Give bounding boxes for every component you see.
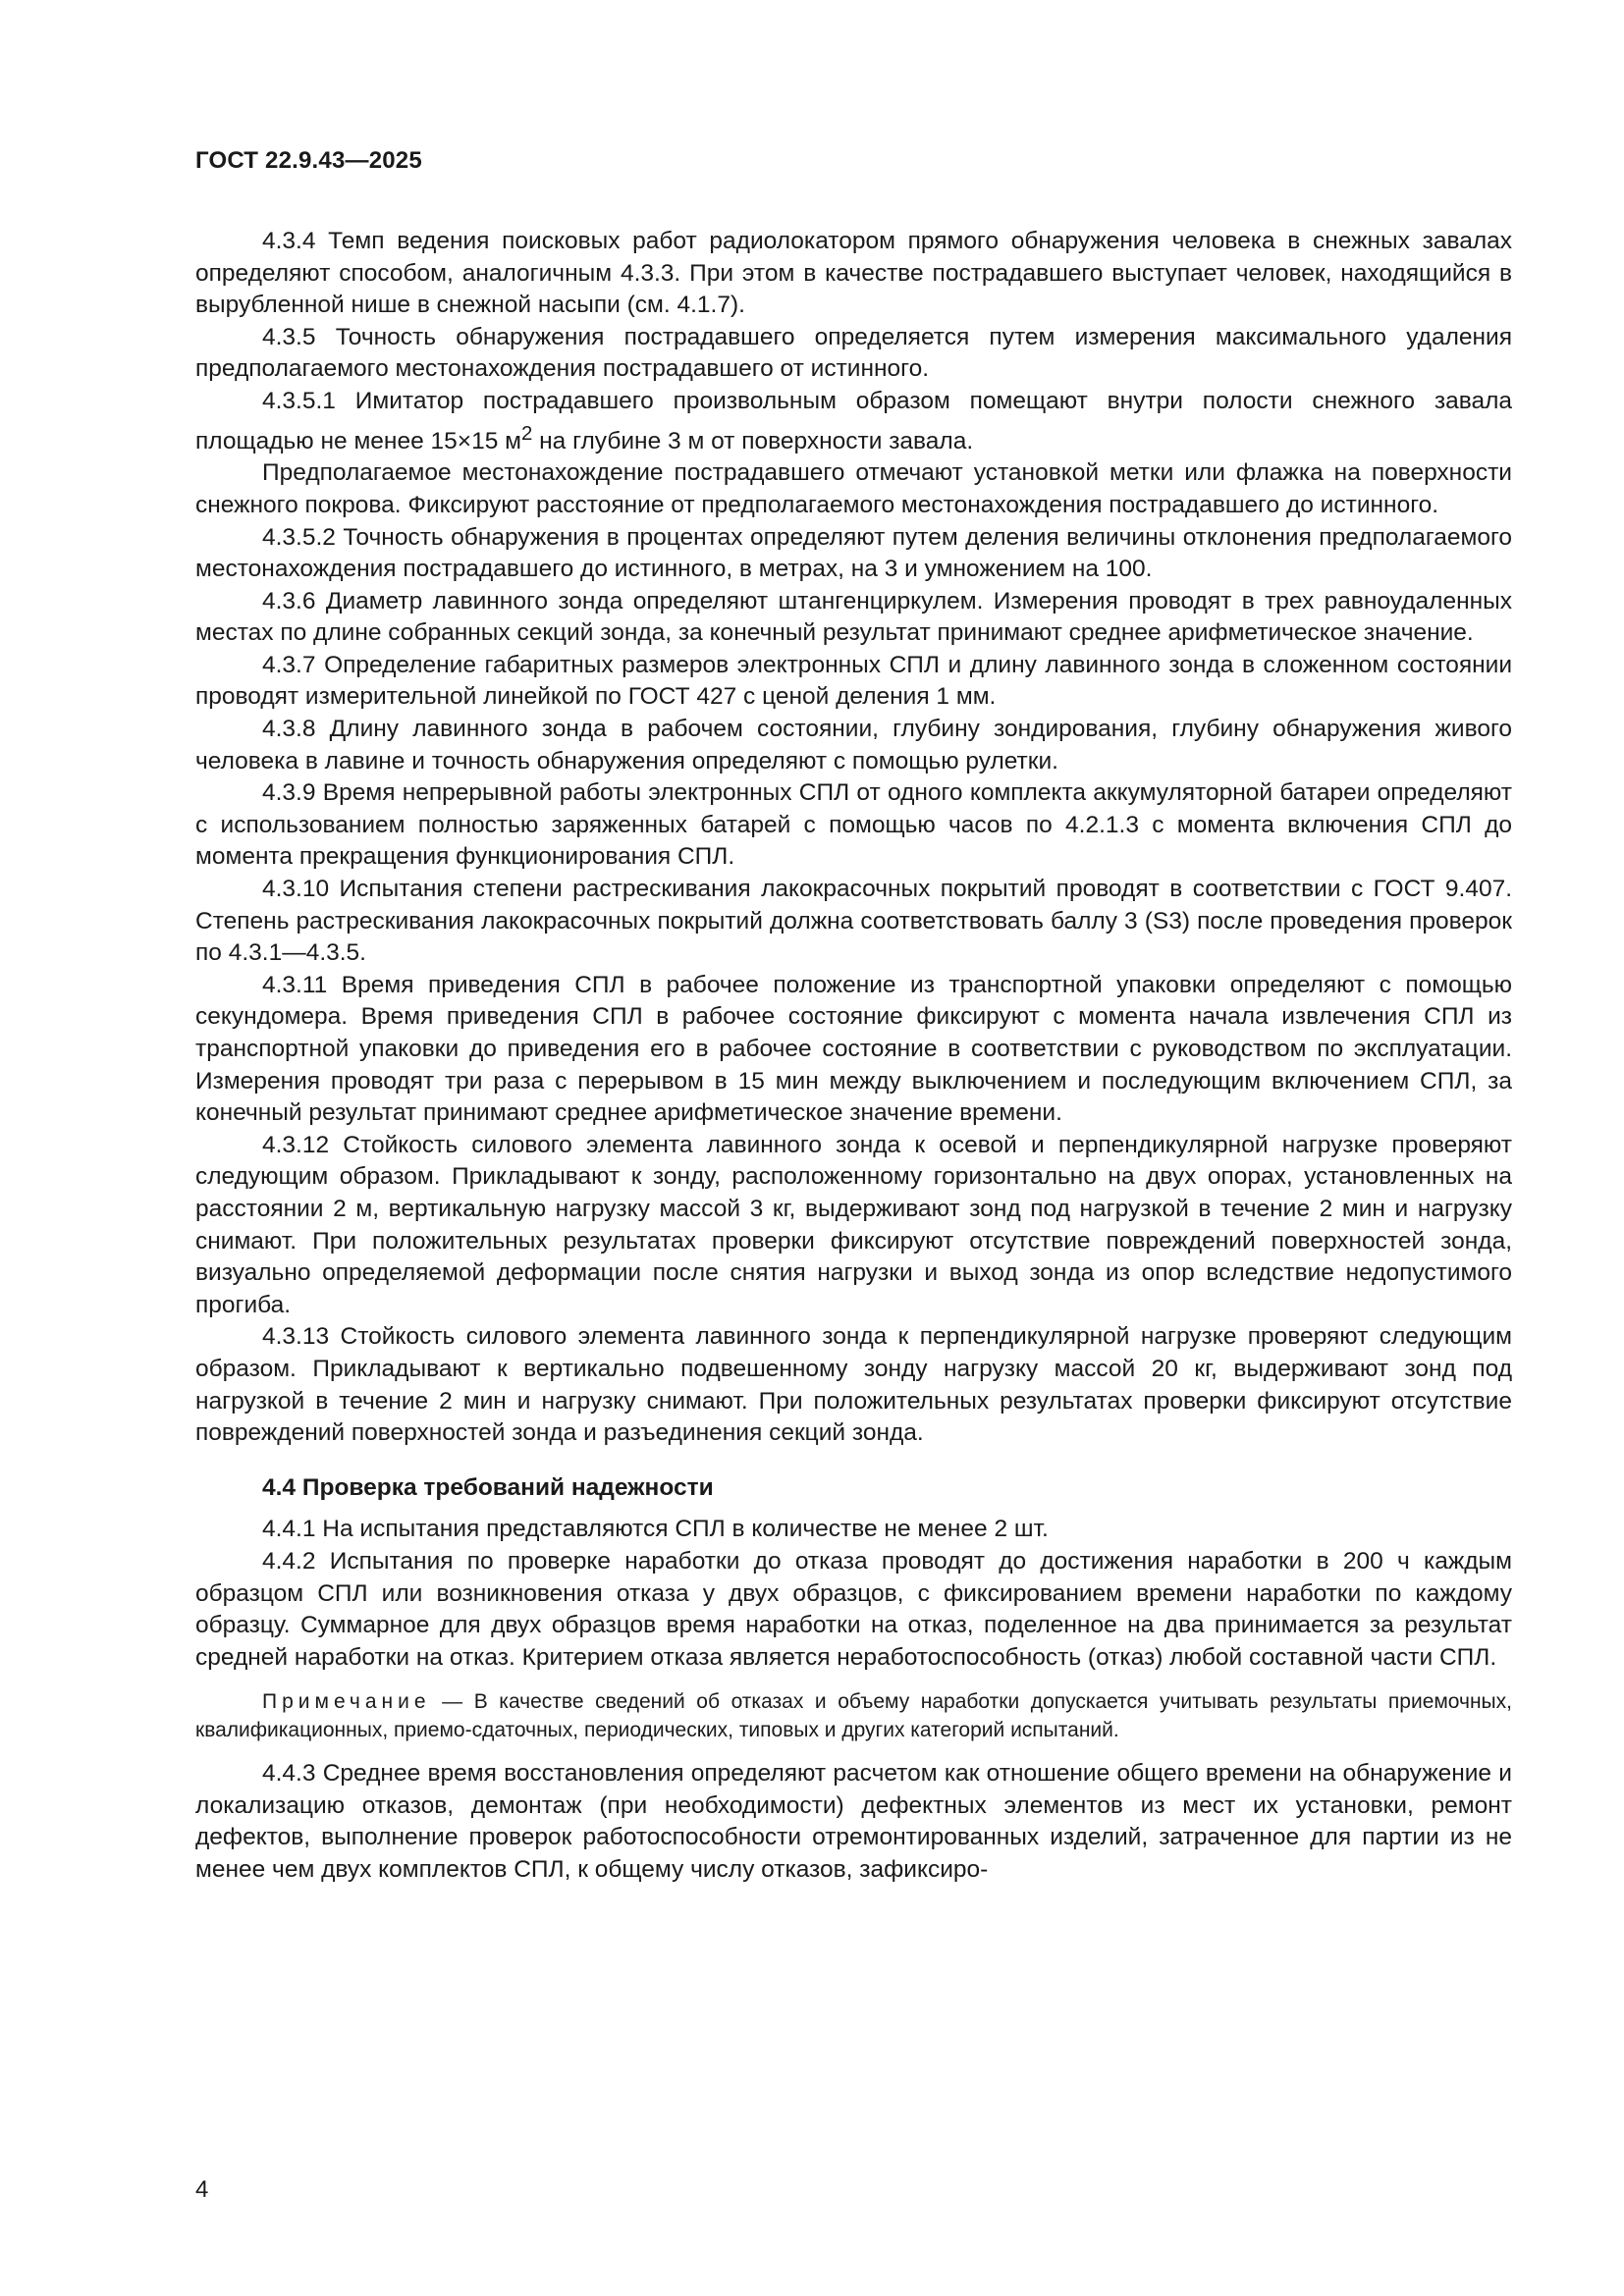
paragraph-4-3-10: 4.3.10 Испытания степени растрескивания лакокрасочных покрытий проводят в соответствии с ГОСТ 9.407. Степень растрескивания лакокрасочных покрытий должна соответствовать баллу 3 (S3) после проведения проверок по 4.3.1—4.3.5. bbox=[195, 876, 1512, 967]
paragraph-4-3-8: 4.3.8 Длину лавинного зонда в рабочем состоянии, глубину зондирования, глубину обнаружения живого человека в лавине и точность обнаружения определяют с помощью рулетки. bbox=[195, 716, 1512, 774]
document-header: ГОСТ 22.9.43—2025 bbox=[195, 147, 422, 174]
paragraph-4-4-3: 4.4.3 Среднее время восстановления определяют расчетом как отношение общего времени на обнаружение и локализацию отказов, демонтаж (при необходимости) дефектных элементов из мест их установки, ремонт дефектов, выполнение проверок работоспособности отремонтированных изделий, затраченное для партии из не менее чем двух комплектов СПЛ, к общему числу отказов, зафиксиро- bbox=[195, 1760, 1512, 1884]
paragraph-4-3-13: 4.3.13 Стойкость силового элемента лавинного зонда к перпендикулярной нагрузке проверяют следующим образом. Прикладывают к вертикально подвешенному зонду нагрузку массой 20 кг, выдерживают зонд под нагрузкой в течение 2 мин и нагрузку снимают. При положительных результатах проверки фиксируют отсутствие повреждений поверхностей зонда и разъединения секций зонда. bbox=[195, 1323, 1512, 1447]
document-body bbox=[195, 226, 1512, 1887]
paragraph-4-3-4: 4.3.4 Темп ведения поисковых работ радиолокатором прямого обнаружения человека в снежных завалах определяют способом, аналогичным 4.3.3. При этом в качестве пострадавшего выступает человек, находящийся в вырубленной нише в снежной насыпи (см. 4.1.7). bbox=[195, 228, 1512, 319]
paragraph-4-3-11: 4.3.11 Время приведения СПЛ в рабочее положение из транспортной упаковки определяют с помощью секундомера. Время приведения СПЛ в рабочее состояние фиксируют с момента начала извлечения СПЛ из транспортной упаковки до приведения его в рабочее состояние в соответствии с руководством по эксплуатации. Измерения проводят три раза с перерывом в 15 мин между выключением и последующим включением СПЛ, за конечный результат принимают среднее арифметическое значение времени. bbox=[195, 971, 1512, 1127]
note-label: Примечание bbox=[262, 1690, 431, 1714]
paragraph-4-3-6: 4.3.6 Диаметр лавинного зонда определяют штангенциркулем. Измерения проводят в трех равноудаленных местах по длине собранных секций зонда, за конечный результат принимают среднее арифметическое значение. bbox=[195, 587, 1512, 647]
paragraph-4-3-12: 4.3.12 Стойкость силового элемента лавинного зонда к осевой и перпендикулярной нагрузке проверяют следующим образом. Прикладывают к зонду, расположенному горизонтально на двух опорах, установленных на расстоянии 2 м, вертикальную нагрузку массой 3 кг, выдерживают зонд под нагрузкой в течение 2 мин и нагрузку снимают. При положительных результатах проверки фиксируют отсутствие повреждений поверхностей зонда, визуально определяемой деформации после снятия нагрузки и выход зонда из опор вследствие недопустимого прогиба. bbox=[195, 1131, 1512, 1318]
superscript-2: 2 bbox=[520, 422, 533, 445]
paragraph-4-3-5-1-text: 4.3.5.1 Имитатор пострадавшего произвольным образом помещают внутри полости снежного завала площадью не менее 15×15 м bbox=[195, 387, 1512, 454]
paragraph-4-3-5-2: 4.3.5.2 Точность обнаружения в процентах определяют путем деления величины отклонения предполагаемого местонахождения пострадавшего до истинного, в метрах, на 3 и умножением на 100. bbox=[195, 523, 1512, 583]
note bbox=[195, 1687, 1512, 1744]
note-text: — В качестве сведений об отказах и объему наработки допускается учитывать результаты приемочных, квалификационных, приемо-сдаточных, периодических, типовых и других категорий испытаний. bbox=[195, 1690, 1512, 1742]
paragraph-4-3-5-1 bbox=[195, 386, 1512, 457]
section-heading-4-4: 4.4 Проверка требований надежности bbox=[262, 1473, 714, 1501]
paragraph-4-3-5-1-tail: на глубине 3 м от поверхности завала. bbox=[532, 427, 974, 454]
paragraph-4-4-2: 4.4.2 Испытания по проверке наработки до отказа проводят до достижения наработки в 200 ч каждым образцом СПЛ или возникновения отказа у двух образцов, с фиксированием времени наработки по каждому образцу. Суммарное для двух образцов время наработки на отказ, поделенное на два принимается за результат средней наработки на отказ. Критерием отказа является неработоспособность (отказ) любой составной части СПЛ. bbox=[195, 1547, 1512, 1671]
paragraph-4-3-9: 4.3.9 Время непрерывной работы электронных СПЛ от одного комплекта аккумуляторной батареи определяют с использованием полностью заряженных батарей с помощью часов по 4.2.1.3 с момента включения СПЛ до момента прекращения функционирования СПЛ. bbox=[195, 779, 1512, 871]
paragraph-4-4-1: 4.4.1 На испытания представляются СПЛ в количестве не менее 2 шт. bbox=[262, 1516, 1049, 1543]
page-number: 4 bbox=[195, 2176, 209, 2203]
paragraph-mark: Предполагаемое местонахождение пострадавшего отмечают установкой метки или флажка на поверхности снежного покрова. Фиксируют расстояние от предполагаемого местонахождения пострадавшего до истинного. bbox=[195, 459, 1512, 518]
paragraph-4-3-5: 4.3.5 Точность обнаружения пострадавшего определяется путем измерения максимального удаления предполагаемого местонахождения пострадавшего от истинного. bbox=[195, 323, 1512, 383]
paragraph-4-3-7: 4.3.7 Определение габаритных размеров электронных СПЛ и длину лавинного зонда в сложенном состоянии проводят измерительной линейкой по ГОСТ 427 с ценой деления 1 мм. bbox=[195, 651, 1512, 711]
